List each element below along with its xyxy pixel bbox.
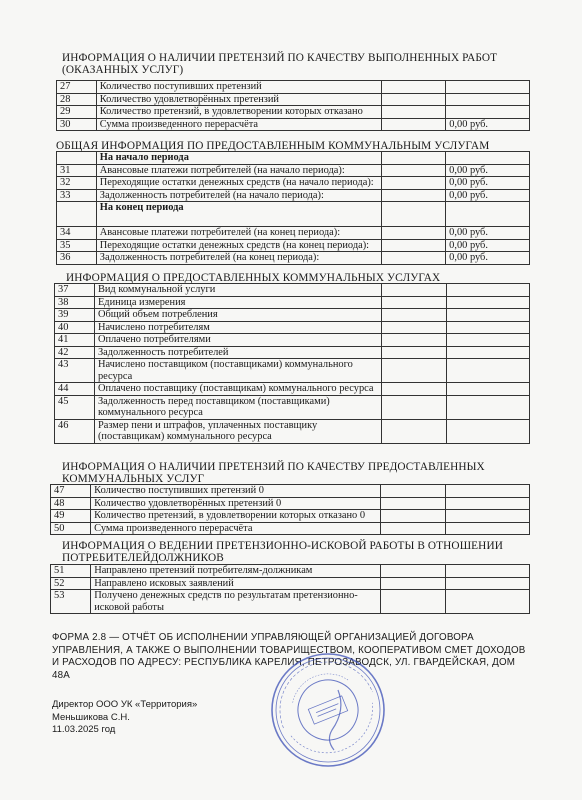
row-description: Количество поступивших претензий 0 [91, 485, 381, 498]
table-row [57, 164, 530, 177]
row-value: 0,00 руб. [446, 177, 530, 190]
row-number: 47 [51, 485, 91, 498]
row-blank-cell [382, 164, 446, 177]
section-quality-claims-utilities [30, 461, 530, 485]
row-description: Задолженность перед поставщиком (поставщиками) коммунального ресурса [94, 395, 381, 419]
table-row [55, 334, 530, 347]
period-header-row [57, 152, 530, 165]
row-number: 44 [55, 383, 95, 396]
row-blank-cell [382, 93, 446, 106]
row-number: 41 [55, 334, 95, 347]
table-quality-claims-works [56, 80, 530, 131]
form-description: ФОРМА 2.8 — ОТЧЁТ ОБ ИСПОЛНЕНИИ УПРАВЛЯЮЩЕЙ ОРГАНИЗАЦИЕЙ ДОГОВОРА УПРАВЛЕНИЯ, А ТАКЖЕ О ВЫПОЛНЕНИИ ТОВАРИЩЕСТВОМ, КООПЕРАТИВОМ СМЕТ ДОХОДОВ И РАСХОДОВ ПО АДРЕСУ: РЕСПУБЛИКА КАРЕЛИЯ, ПЕТРОЗАВОДСК, УЛ. ГВАРДЕЙСКАЯ, ДОМ 48А [52, 632, 526, 681]
row-value [446, 81, 530, 94]
row-blank-cell [446, 346, 529, 359]
table-row [57, 177, 530, 190]
table-row [57, 93, 530, 106]
row-blank-cell [380, 485, 445, 498]
table-row [55, 395, 530, 419]
row-blank-cell [445, 565, 529, 578]
row-blank-cell [57, 152, 97, 165]
row-blank-cell [382, 106, 446, 119]
row-description: Получено денежных средств по результатам претензионно-исковой работы [91, 590, 380, 614]
row-blank-cell [380, 510, 445, 523]
table-general-utilities [56, 151, 530, 265]
row-blank-cell [446, 202, 530, 227]
table-row [51, 577, 530, 590]
row-blank-cell [380, 497, 445, 510]
row-number: 48 [51, 497, 91, 510]
table-row [51, 565, 530, 578]
table-row [57, 118, 530, 131]
row-number: 45 [55, 395, 95, 419]
row-number: 40 [55, 321, 95, 334]
row-number: 39 [55, 309, 95, 322]
table-row [55, 419, 530, 443]
row-description: Сумма произведенного перерасчёта [91, 522, 381, 535]
row-number: 43 [55, 359, 95, 383]
table-row [57, 106, 530, 119]
table-row [55, 346, 530, 359]
row-description: Размер пени и штрафов, уплаченных поставщику (поставщикам) коммунального ресурса [94, 419, 381, 443]
row-description: Переходящие остатки денежных средств (на конец периода): [96, 239, 382, 252]
row-number: 42 [55, 346, 95, 359]
row-number: 49 [51, 510, 91, 523]
table-row [57, 227, 530, 240]
section-claims-litigation [30, 540, 530, 564]
row-blank-cell [445, 497, 529, 510]
table-row [51, 590, 530, 614]
section-title: ИНФОРМАЦИЯ О НАЛИЧИИ ПРЕТЕНЗИЙ ПО КАЧЕСТВУ ВЫПОЛНЕННЫХ РАБОТ (ОКАЗАННЫХ УСЛУГ) [62, 52, 498, 76]
row-blank-cell [382, 189, 446, 202]
row-blank-cell [382, 321, 446, 334]
row-blank-cell [445, 510, 529, 523]
row-description: Задолженность потребителей (на конец периода): [96, 252, 382, 265]
table-row [55, 284, 530, 297]
row-blank-cell [382, 309, 446, 322]
row-blank-cell [382, 227, 446, 240]
section-title: ОБЩАЯ ИНФОРМАЦИЯ ПО ПРЕДОСТАВЛЕННЫМ КОММУНАЛЬНЫМ УСЛУГАМ [56, 140, 490, 152]
table-row [57, 189, 530, 202]
row-number: 36 [57, 252, 97, 265]
row-description: Количество удовлетворённых претензий [96, 93, 382, 106]
row-number: 27 [57, 81, 97, 94]
row-blank-cell [382, 118, 446, 131]
table-row [51, 485, 530, 498]
row-blank-cell [446, 152, 530, 165]
period-header: На начало периода [96, 152, 382, 165]
row-description: Количество претензий, в удовлетворении которых отказано 0 [91, 510, 381, 523]
row-number: 35 [57, 239, 97, 252]
row-number: 38 [55, 296, 95, 309]
table-row [55, 296, 530, 309]
row-number: 29 [57, 106, 97, 119]
row-blank-cell [446, 334, 529, 347]
row-description: Количество претензий, в удовлетворении которых отказано [96, 106, 382, 119]
row-description: Количество удовлетворённых претензий 0 [91, 497, 381, 510]
table-claims-litigation [50, 564, 530, 614]
row-blank-cell [382, 296, 446, 309]
row-description: Авансовые платежи потребителей (на конец периода): [96, 227, 382, 240]
row-blank-cell [380, 590, 445, 614]
row-description: Сумма произведенного перерасчёта [96, 118, 382, 131]
row-blank-cell [446, 321, 529, 334]
row-description: Направлено претензий потребителям-должникам [91, 565, 380, 578]
row-value [446, 106, 530, 119]
row-blank-cell [380, 577, 445, 590]
row-description: Начислено поставщиком (поставщиками) коммунального ресурса [94, 359, 381, 383]
row-blank-cell [445, 485, 529, 498]
row-description: Переходящие остатки денежных средств (на начало периода): [96, 177, 382, 190]
period-header: На конец периода [96, 202, 382, 227]
table-row [57, 81, 530, 94]
table-row [55, 321, 530, 334]
row-blank-cell [57, 202, 97, 227]
row-description: Задолженность потребителей [94, 346, 381, 359]
row-blank-cell [382, 419, 446, 443]
row-blank-cell [382, 252, 446, 265]
row-blank-cell [445, 522, 529, 535]
row-blank-cell [382, 284, 446, 297]
row-value [446, 93, 530, 106]
row-description: Задолженность потребителей (на начало периода): [96, 189, 382, 202]
row-description: Авансовые платежи потребителей (на начало периода): [96, 164, 382, 177]
signatory-title: Директор ООО УК «Территория» [52, 699, 198, 710]
row-blank-cell [382, 334, 446, 347]
row-blank-cell [382, 202, 446, 227]
row-blank-cell [382, 81, 446, 94]
row-blank-cell [380, 522, 445, 535]
row-blank-cell [380, 565, 445, 578]
row-blank-cell [446, 296, 529, 309]
row-description: Общий объем потребления [94, 309, 381, 322]
row-value: 0,00 руб. [446, 189, 530, 202]
row-number: 28 [57, 93, 97, 106]
row-number: 30 [57, 118, 97, 131]
signature-block [52, 699, 197, 737]
row-number: 53 [51, 590, 91, 614]
row-blank-cell [382, 152, 446, 165]
row-blank-cell [446, 383, 529, 396]
table-row [55, 309, 530, 322]
row-blank-cell [382, 239, 446, 252]
row-blank-cell [382, 359, 446, 383]
signature-date: 11.03.2025 год [52, 724, 116, 735]
row-number: 31 [57, 164, 97, 177]
row-value: 0,00 руб. [446, 239, 530, 252]
row-number: 34 [57, 227, 97, 240]
section-quality-claims-works [28, 52, 528, 76]
section-title: ИНФОРМАЦИЯ О НАЛИЧИИ ПРЕТЕНЗИЙ ПО КАЧЕСТВУ ПРЕДОСТАВЛЕННЫХ КОММУНАЛЬНЫХ УСЛУГ [62, 461, 485, 485]
period-header-row [57, 202, 530, 227]
row-value: 0,00 руб. [446, 164, 530, 177]
row-blank-cell [382, 395, 446, 419]
signatory-name: Меньшикова С.Н. [52, 711, 130, 723]
section-title: ИНФОРМАЦИЯ О ПРЕДОСТАВЛЕННЫХ КОММУНАЛЬНЫХ УСЛУГАХ [66, 272, 441, 284]
row-blank-cell [446, 359, 529, 383]
row-number: 37 [55, 284, 95, 297]
table-provided-utilities [54, 283, 530, 444]
row-blank-cell [445, 577, 529, 590]
row-value: 0,00 руб. [446, 252, 530, 265]
row-number: 50 [51, 522, 91, 535]
table-row [51, 510, 530, 523]
row-number: 33 [57, 189, 97, 202]
section-title: ИНФОРМАЦИЯ О ВЕДЕНИИ ПРЕТЕНЗИОННО-ИСКОВОЙ РАБОТЫ В ОТНОШЕНИИ ПОТРЕБИТЕЛЕЙДОЛЖНИКОВ [62, 540, 503, 564]
table-row [55, 383, 530, 396]
row-blank-cell [382, 383, 446, 396]
row-description: Оплачено поставщику (поставщикам) коммунального ресурса [94, 383, 381, 396]
row-description: Направлено исковых заявлений [91, 577, 380, 590]
row-number: 51 [51, 565, 91, 578]
row-value: 0,00 руб. [446, 227, 530, 240]
row-description: Количество поступивших претензий [96, 81, 382, 94]
row-blank-cell [382, 177, 446, 190]
row-value: 0,00 руб. [446, 118, 530, 131]
table-row [57, 252, 530, 265]
table-quality-claims-utilities [50, 484, 530, 535]
company-stamp [268, 650, 388, 770]
row-number: 32 [57, 177, 97, 190]
row-blank-cell [445, 590, 529, 614]
table-row [51, 497, 530, 510]
row-blank-cell [446, 395, 529, 419]
row-description: Вид коммунальной услуги [94, 284, 381, 297]
table-row [55, 359, 530, 383]
row-number: 52 [51, 577, 91, 590]
row-description: Единица измерения [94, 296, 381, 309]
row-blank-cell [382, 346, 446, 359]
row-number: 46 [55, 419, 95, 443]
row-description: Оплачено потребителями [94, 334, 381, 347]
row-blank-cell [446, 419, 529, 443]
row-blank-cell [446, 284, 529, 297]
row-description: Начислено потребителям [94, 321, 381, 334]
table-row [57, 239, 530, 252]
table-row [51, 522, 530, 535]
row-blank-cell [446, 309, 529, 322]
